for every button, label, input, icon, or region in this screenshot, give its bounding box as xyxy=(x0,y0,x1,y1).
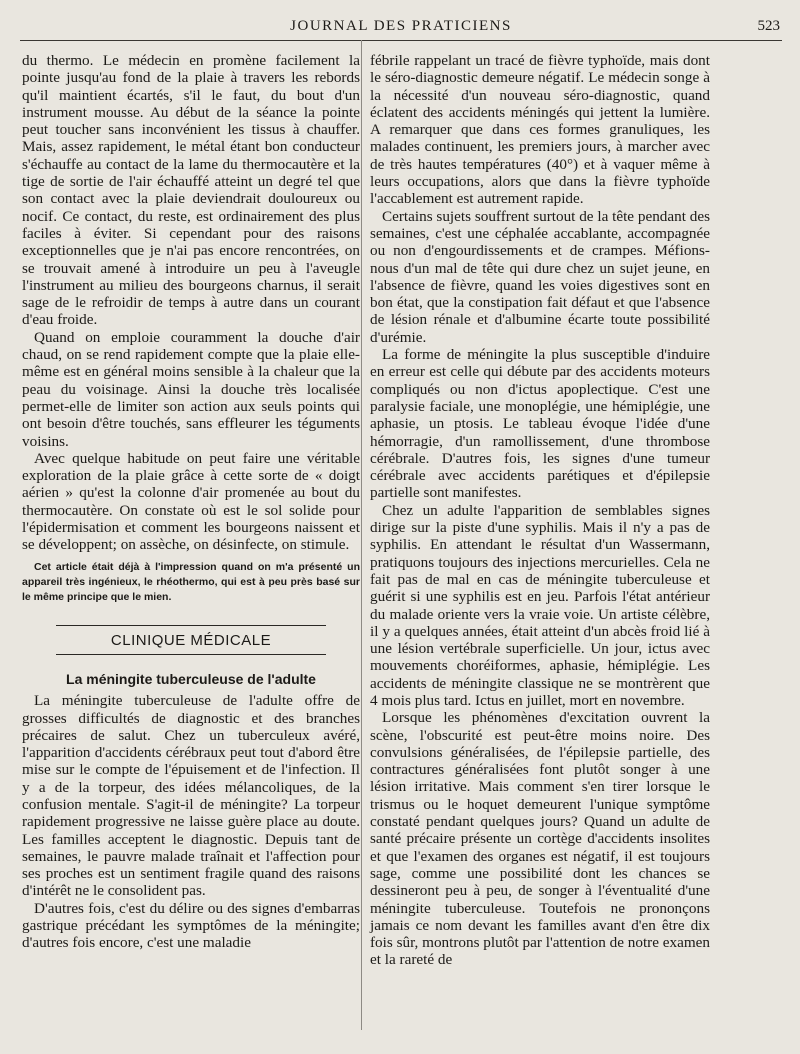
author-note: Cet article était déjà à l'impression quand on m'a présenté un appareil très ingénieux, le rhéothermo, qui est à peu près basé sur le même principe que le mien. xyxy=(22,560,360,603)
paragraph: fébrile rappelant un tracé de fièvre typhoïde, mais dont le séro-diagnostic demeure négatif. Le médecin songe à la nécessité d'un nouveau séro-diagnostic, quand éclatent des accidents méningés qui jettent la lumière. A remarquer que dans ces formes granuliques, les malades continuent, les premiers jours, à marcher avec de très hautes températures (40°) et à vaquer même à leurs occupations, alors que dans la fièvre typhoïde l'accablement est autrement rapide. xyxy=(370,52,710,208)
page-number: 523 xyxy=(757,18,780,34)
left-column xyxy=(22,52,360,952)
paragraph: Certains sujets souffrent surtout de la tête pendant des semaines, c'est une céphalée accablante, accompagnée ou non d'engourdissements et de crampes. Méfions-nous d'un mal de tête qui dure chez un sujet jeune, en l'absence de fièvre, quand les voies digestives sont en bon état, que la constipation fait défaut et que l'absence de lésion rénale et d'albumine écarte toute possibilité d'urémie. xyxy=(370,207,710,346)
right-column xyxy=(370,52,710,969)
section-title: CLINIQUE MÉDICALE xyxy=(56,625,326,655)
article-title: La méningite tuberculeuse de l'adulte xyxy=(66,670,316,687)
journal-title: JOURNAL DES PRATICIENS xyxy=(290,18,512,34)
paragraph: Chez un adulte l'apparition de semblables signes dirige sur la piste d'une syphilis. Mais il n'y a pas de syphilis. En attendant le résultat d'un Wassermann, pratiquons toujours des injections mercurielles. Cela ne fait pas de mal en cas de méningite tuberculeuse et guérit si une syphilis est en jeu. Parfois l'état antérieur du malade oriente vers la vraie voie. Un artiste célèbre, il y a quelques années, était atteint d'un abcès froid lié à une lésion vertébrale superficielle. Un jour, ictus avec mouvements choréiformes, aphasie, hémiplégie. Les accidents de méningite classique ne se montrèrent que 4 mois plus tard. Ictus en juillet, mort en novembre. xyxy=(370,501,710,709)
paragraph: Avec quelque habitude on peut faire une véritable exploration de la plaie grâce à cette sorte de « doigt aérien » qu'est la colonne d'air promenée au bout du thermocautère. On constate où est le sol solide pour l'épidermisation et comment les bourgeons naissent et se développent; on assèche, on désinfecte, on stimule. xyxy=(22,449,360,554)
paragraph: du thermo. Le médecin en promène facilement la pointe jusqu'au fond de la plaie à travers les rebords qu'il maintient écartés, s'il le faut, du bout d'un instrument mousse. Au début de la séance la pointe peut toucher sans inconvénient les tissus à chauffer. Mais, assez rapidement, le métal étant bon conducteur s'échauffe au contact de la lame du thermocautère et la tige de sortie de l'air échauffé atteint un degré tel que son contact avec la plaie deviendrait douloureux ou nocif. Ce contact, du reste, est ordinairement des plus faciles à éviter. Si cependant pour des raisons exceptionnelles que je n'ai pas encore rencontrées, on se trouvait amené à introduire un peu à l'aveugle l'instrument au milieu des bourgeons charnus, il serait sage de le refroidir de temps à autre dans un courant d'eau froide. xyxy=(22,52,360,329)
paragraph: La forme de méningite la plus susceptible d'induire en erreur est celle qui débute par des accidents moteurs compliqués ou non d'ictus apoplectique. C'est une paralysie faciale, une monoplégie, une hémiplégie, une aphasie, un ptosis. Le tableau évoque l'idée d'une hémorragie, d'un ramollissement, d'une thrombose cérébrale. D'autres fois, les signes d'une tumeur cérébrale avec accidents parétiques et d'épilepsie partielle sont manifestes. xyxy=(370,346,710,502)
paragraph: Quand on emploie couramment la douche d'air chaud, on se rend rapidement compte que la plaie elle-même est en général moins sensible à la chaleur que la peau du voisinage. Ainsi la douche très localisée permet-elle de limiter son action aux seuls points qui ont besoin d'être touchés, sans effleurer les téguments voisins. xyxy=(22,328,360,450)
running-header xyxy=(20,16,782,41)
paragraph: La méningite tuberculeuse de l'adulte offre de grosses difficultés de diagnostic et des branches précaires de salut. Chez un tuberculeux avéré, l'apparition d'accidents cérébraux peut tout d'abord être mise sur le compte de l'épuisement et de l'infection. Il y a de la torpeur, des idées mélancoliques, de la confusion mentale. S'agit-il de méningite? La torpeur rapidement progressive ne laisse guère place au doute. Les familles acceptent le diagnostic. Depuis tant de semaines, le pauvre malade traînait et l'affection pour ses proches est un sentiment fragile quand des raisons d'intérêt ne le consolident pas. xyxy=(22,692,360,900)
column-divider xyxy=(361,40,362,1030)
paragraph: D'autres fois, c'est du délire ou des signes d'embarras gastrique précédant les symptômes de la méningite; d'autres fois encore, c'est une maladie xyxy=(22,899,360,952)
paragraph: Lorsque les phénomènes d'excitation ouvrent la scène, l'obscurité est peut-être moins noire. Des convulsions généralisées, de l'épilepsie partielle, des contractures généralisées font plutôt songer à une lésion irritative. Mais comment s'en tirer lorsque le trismus ou le hoquet demeurent l'unique symptôme constaté pendant quelques jours? Quand un adulte de santé précaire présente un cortège d'accidents insolites et que l'examen des organes est négatif, il est toujours sage, comme une possibilité dont les chances se dessineront peu à peu, de songer à l'éventualité d'une méningite tuberculeuse. Toutefois ne prononçons jamais ce nom devant les familles avant d'en être dix fois sûr, montrons plutôt par l'attention de notre examen et la rareté de xyxy=(370,709,710,969)
